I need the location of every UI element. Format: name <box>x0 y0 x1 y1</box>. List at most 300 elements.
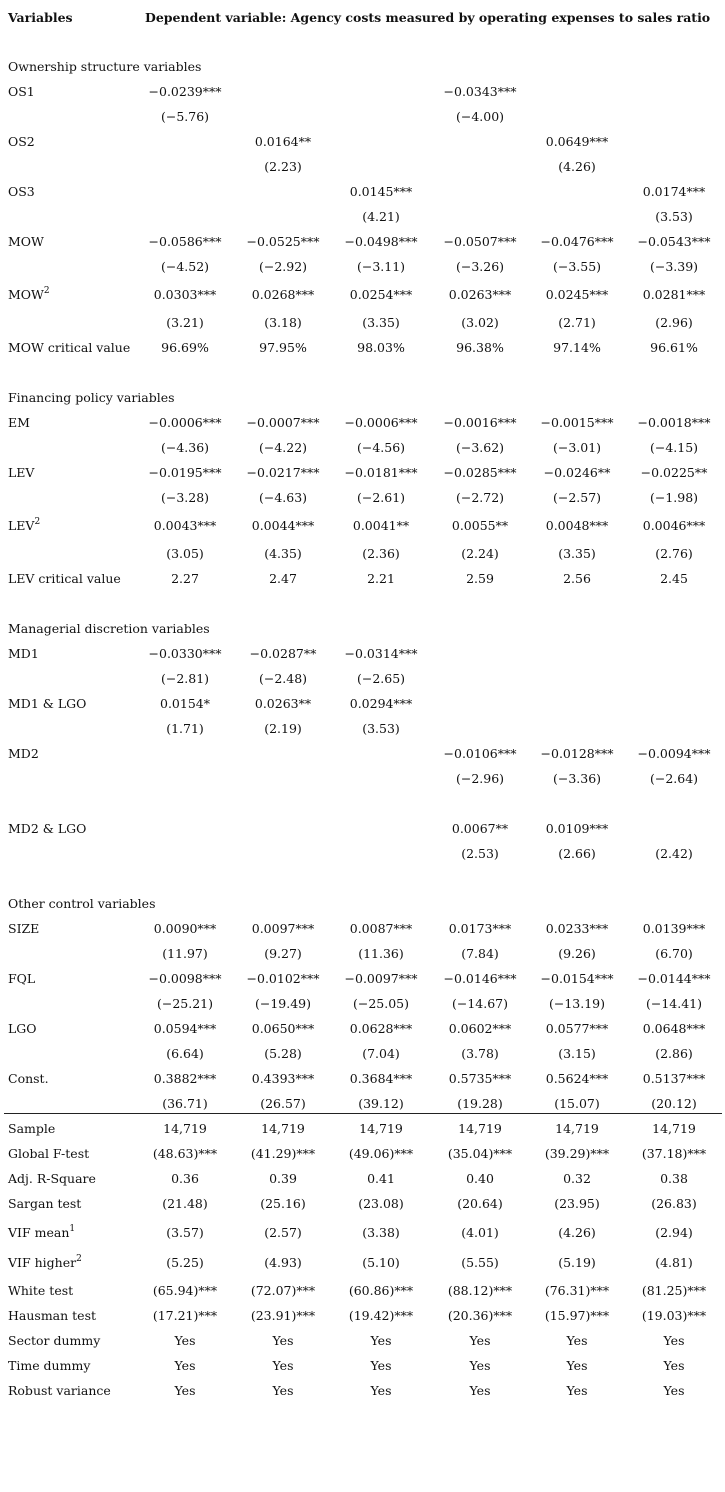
row-label-text: MD2 & LGO <box>8 821 87 836</box>
section-title-other <box>0 891 725 916</box>
coefficient-cell: −0.0154*** <box>540 971 614 986</box>
coefficient-cell: 0.5624*** <box>545 1071 609 1086</box>
stats-row <box>0 1353 725 1378</box>
coefficient-cell: 2.21 <box>367 571 395 586</box>
t-stat-cell: (39.12) <box>358 1096 404 1111</box>
coefficient-cell: 0.0650*** <box>251 1021 315 1036</box>
table-row <box>0 335 725 360</box>
table-row <box>0 229 725 254</box>
coefficient-cell: −0.0476*** <box>540 234 614 249</box>
coefficient-cell: 0.0245*** <box>545 287 609 302</box>
coefficient-cell: 2.59 <box>466 571 494 586</box>
table-row <box>0 641 725 666</box>
coefficient-cell: −0.0007*** <box>246 415 320 430</box>
coefficient-cell: −0.0146*** <box>443 971 517 986</box>
table-row <box>0 513 725 538</box>
t-stat-cell: (−2.81) <box>160 671 210 686</box>
t-stat-cell: (−14.67) <box>451 996 508 1011</box>
coefficient-cell: 0.3684*** <box>349 1071 413 1086</box>
coefficient-cell: 0.0649*** <box>545 134 609 149</box>
t-stat-cell: (11.36) <box>358 946 404 961</box>
coefficient-cell: 0.0263*** <box>448 287 512 302</box>
table-row <box>0 841 725 866</box>
stats-row <box>0 1278 725 1303</box>
statistic-cell: (5.55) <box>461 1255 499 1270</box>
t-stat-cell: (2.24) <box>461 546 499 561</box>
row-label <box>8 691 86 716</box>
statistic-cell: (5.25) <box>166 1255 204 1270</box>
coefficient-cell: −0.0181*** <box>344 465 418 480</box>
coefficient-cell: −0.0246** <box>543 465 611 480</box>
coefficient-cell: 0.0303*** <box>153 287 217 302</box>
statistic-cell: Yes <box>272 1333 294 1348</box>
t-stat-cell: (−25.21) <box>156 996 213 1011</box>
t-stat-cell: (7.04) <box>362 1046 400 1061</box>
row-label <box>8 566 121 591</box>
t-stat-cell: (2.53) <box>461 846 499 861</box>
coefficient-cell: 97.14% <box>553 340 601 355</box>
table-row <box>0 1041 725 1066</box>
table-row <box>0 1066 725 1091</box>
table-row <box>0 816 725 841</box>
row-label <box>8 741 39 766</box>
row-label-text: LEV <box>8 518 35 533</box>
t-stat-cell: (2.23) <box>264 159 302 174</box>
row-label <box>8 1066 49 1091</box>
table-row <box>0 1016 725 1041</box>
t-stat-cell: (−2.92) <box>258 259 308 274</box>
coefficient-cell: −0.0498*** <box>344 234 418 249</box>
row-label <box>8 1303 96 1328</box>
statistic-cell: (26.83) <box>651 1196 697 1211</box>
row-label <box>8 966 35 991</box>
coefficient-cell: −0.0015*** <box>540 415 614 430</box>
row-label-text: OS2 <box>8 134 35 149</box>
statistic-cell: (17.21)*** <box>152 1308 218 1323</box>
row-label <box>8 1250 82 1275</box>
coefficient-cell: 0.0577*** <box>545 1021 609 1036</box>
row-label-text: SIZE <box>8 921 40 936</box>
t-stat-cell: (3.15) <box>558 1046 596 1061</box>
coefficient-cell: 0.0048*** <box>545 518 609 533</box>
t-stat-cell: (−19.49) <box>254 996 311 1011</box>
t-stat-cell: (−5.76) <box>160 109 210 124</box>
statistic-cell: (19.42)*** <box>348 1308 414 1323</box>
coefficient-cell: −0.0144*** <box>637 971 711 986</box>
coefficient-cell: 0.0154* <box>160 696 210 711</box>
row-label-text: MOW <box>8 287 44 302</box>
coefficient-cell: 0.0268*** <box>251 287 315 302</box>
coefficient-cell: −0.0586*** <box>148 234 222 249</box>
row-label <box>8 1278 73 1303</box>
section-title-managerial <box>0 616 725 641</box>
table-row <box>0 154 725 179</box>
statistic-cell: (72.07)*** <box>250 1283 316 1298</box>
t-stat-cell: (3.21) <box>166 315 204 330</box>
statistic-cell: Yes <box>566 1383 588 1398</box>
row-label-text: OS1 <box>8 84 35 99</box>
statistic-cell: (88.12)*** <box>447 1283 513 1298</box>
statistic-cell: 0.39 <box>269 1171 297 1186</box>
row-label <box>8 1016 37 1041</box>
row-label <box>8 513 40 538</box>
t-stat-cell: (19.28) <box>457 1096 503 1111</box>
table-row <box>0 541 725 566</box>
statistic-cell: (3.57) <box>166 1225 204 1240</box>
t-stat-cell: (2.66) <box>558 846 596 861</box>
stats-row <box>0 1378 725 1403</box>
row-label <box>8 1191 81 1216</box>
table-row <box>0 666 725 691</box>
coefficient-cell: 98.03% <box>357 340 405 355</box>
row-label <box>8 282 50 307</box>
t-stat-cell: (−3.28) <box>160 490 210 505</box>
statistic-cell: 0.38 <box>660 1171 688 1186</box>
statistic-cell: 0.40 <box>466 1171 494 1186</box>
row-label <box>8 1378 111 1403</box>
row-label-text: White test <box>8 1283 74 1298</box>
t-stat-cell: (4.35) <box>264 546 302 561</box>
statistic-cell: Yes <box>370 1333 392 1348</box>
row-label-text: LEV critical value <box>8 571 121 586</box>
t-stat-cell: (2.76) <box>655 546 693 561</box>
coefficient-cell: 0.0173*** <box>448 921 512 936</box>
table-row <box>0 485 725 510</box>
t-stat-cell: (3.53) <box>655 209 693 224</box>
t-stat-cell: (2.96) <box>655 315 693 330</box>
t-stat-cell: (26.57) <box>260 1096 306 1111</box>
statistic-cell: Yes <box>174 1358 196 1373</box>
stats-row <box>0 1166 725 1191</box>
row-label <box>8 335 130 360</box>
variables-header: Variables <box>8 10 73 25</box>
statistic-cell: (81.25)*** <box>641 1283 707 1298</box>
coefficient-cell: 0.0164** <box>254 134 312 149</box>
table-row <box>0 254 725 279</box>
t-stat-cell: (−4.56) <box>356 440 406 455</box>
statistic-cell: (4.01) <box>461 1225 499 1240</box>
statistic-cell: 0.32 <box>563 1171 591 1186</box>
statistic-cell: Yes <box>469 1358 491 1373</box>
coefficient-cell: 0.3882*** <box>153 1071 217 1086</box>
row-label-text: Sargan test <box>8 1196 82 1211</box>
statistic-cell: (76.31)*** <box>544 1283 610 1298</box>
t-stat-cell: (5.28) <box>264 1046 302 1061</box>
t-stat-cell: (3.05) <box>166 546 204 561</box>
table-row <box>0 204 725 229</box>
coefficient-cell: −0.0287** <box>249 646 317 661</box>
coefficient-cell: 0.0602*** <box>448 1021 512 1036</box>
coefficient-cell: 96.61% <box>650 340 698 355</box>
statistic-cell: Yes <box>370 1358 392 1373</box>
table-row <box>0 716 725 741</box>
row-label-text: MD2 <box>8 746 39 761</box>
row-label-superscript: 1 <box>69 1224 76 1234</box>
coefficient-cell: 0.0263** <box>254 696 312 711</box>
statistic-cell: (60.86)*** <box>348 1283 414 1298</box>
coefficient-cell: 0.0055** <box>451 518 509 533</box>
statistic-cell: Yes <box>663 1333 685 1348</box>
coefficient-cell: −0.0343*** <box>443 84 517 99</box>
table-divider <box>4 1113 722 1114</box>
statistic-cell: 0.36 <box>171 1171 199 1186</box>
statistic-cell: (15.97)*** <box>544 1308 610 1323</box>
coefficient-cell: 0.0648*** <box>642 1021 706 1036</box>
statistic-cell: (2.94) <box>655 1225 693 1240</box>
statistic-cell: Yes <box>663 1383 685 1398</box>
t-stat-cell: (3.35) <box>362 315 400 330</box>
coefficient-cell: −0.0128*** <box>540 746 614 761</box>
section-title-ownership <box>0 54 725 79</box>
coefficient-cell: 96.69% <box>161 340 209 355</box>
table-row <box>0 916 725 941</box>
table-row <box>0 410 725 435</box>
row-label-superscript: 2 <box>43 286 50 296</box>
statistic-cell: (5.10) <box>362 1255 400 1270</box>
row-label-text: Sector dummy <box>8 1333 101 1348</box>
coefficient-cell: −0.0106*** <box>443 746 517 761</box>
coefficient-cell: −0.0507*** <box>443 234 517 249</box>
t-stat-cell: (−25.05) <box>352 996 409 1011</box>
coefficient-cell: −0.0239*** <box>148 84 222 99</box>
statistic-cell: (4.81) <box>655 1255 693 1270</box>
row-label <box>8 410 30 435</box>
statistic-cell: Yes <box>272 1383 294 1398</box>
t-stat-cell: (−2.65) <box>356 671 406 686</box>
row-label <box>8 229 44 254</box>
coefficient-cell: −0.0018*** <box>637 415 711 430</box>
statistic-cell: (49.06)*** <box>348 1146 414 1161</box>
row-label-text: VIF mean <box>8 1225 70 1240</box>
row-label-text: EM <box>8 415 30 430</box>
statistic-cell: (23.95) <box>554 1196 600 1211</box>
t-stat-cell: (−3.26) <box>455 259 505 274</box>
statistic-cell: Yes <box>469 1383 491 1398</box>
t-stat-cell: (−3.62) <box>455 440 505 455</box>
coefficient-cell: −0.0195*** <box>148 465 222 480</box>
row-label-text: Adj. R-Square <box>8 1171 96 1186</box>
coefficient-cell: −0.0314*** <box>344 646 418 661</box>
table-row <box>0 179 725 204</box>
t-stat-cell: (3.78) <box>461 1046 499 1061</box>
section-label: Ownership structure variables <box>8 59 202 74</box>
coefficient-cell: −0.0006*** <box>344 415 418 430</box>
t-stat-cell: (−2.61) <box>356 490 406 505</box>
table-row <box>0 741 725 766</box>
coefficient-cell: −0.0330*** <box>148 646 222 661</box>
statistic-cell: Yes <box>174 1333 196 1348</box>
table-row <box>0 310 725 335</box>
coefficient-cell: 0.0233*** <box>545 921 609 936</box>
statistic-cell: (19.03)*** <box>641 1308 707 1323</box>
row-label <box>8 816 86 841</box>
coefficient-cell: 2.47 <box>269 571 297 586</box>
t-stat-cell: (−4.15) <box>649 440 699 455</box>
row-label <box>8 79 35 104</box>
coefficient-cell: 0.0041** <box>352 518 410 533</box>
t-stat-cell: (3.02) <box>461 315 499 330</box>
stats-row <box>0 1191 725 1216</box>
t-stat-cell: (−3.11) <box>356 259 406 274</box>
table-row <box>0 79 725 104</box>
row-label <box>8 1328 100 1353</box>
coefficient-cell: −0.0217*** <box>246 465 320 480</box>
row-label-superscript: 2 <box>76 1254 82 1264</box>
t-stat-cell: (−4.36) <box>160 440 210 455</box>
table-row <box>0 129 725 154</box>
t-stat-cell: (−3.55) <box>552 259 602 274</box>
statistic-cell: 14,719 <box>359 1121 403 1136</box>
coefficient-cell: 0.0174*** <box>642 184 706 199</box>
t-stat-cell: (7.84) <box>461 946 499 961</box>
section-label: Managerial discretion variables <box>8 621 210 636</box>
section-title-financing <box>0 385 725 410</box>
coefficient-cell: 0.0067** <box>451 821 509 836</box>
statistic-cell: Yes <box>370 1383 392 1398</box>
table-row <box>0 435 725 460</box>
table-row <box>0 991 725 1016</box>
t-stat-cell: (2.42) <box>655 846 693 861</box>
t-stat-cell: (3.18) <box>264 315 302 330</box>
t-stat-cell: (−2.64) <box>649 771 699 786</box>
statistic-cell: (23.91)*** <box>250 1308 316 1323</box>
row-label-text: Hausman test <box>8 1308 97 1323</box>
statistic-cell: (5.19) <box>558 1255 596 1270</box>
row-label <box>8 641 39 666</box>
stats-row <box>0 1328 725 1353</box>
coefficient-cell: 0.0109*** <box>545 821 609 836</box>
row-label-text: Robust variance <box>8 1383 111 1398</box>
coefficient-cell: −0.0102*** <box>246 971 320 986</box>
coefficient-cell: 96.38% <box>456 340 504 355</box>
statistic-cell: (41.29)*** <box>250 1146 316 1161</box>
statistic-cell: (20.64) <box>457 1196 503 1211</box>
table-row <box>0 460 725 485</box>
statistic-cell: 14,719 <box>652 1121 696 1136</box>
statistic-cell: Yes <box>566 1358 588 1373</box>
statistic-cell: (37.18)*** <box>641 1146 707 1161</box>
statistic-cell: Yes <box>469 1333 491 1348</box>
row-label-text: Const. <box>8 1071 49 1086</box>
table-row <box>0 691 725 716</box>
statistic-cell: 14,719 <box>555 1121 599 1136</box>
stats-row <box>0 1250 725 1275</box>
t-stat-cell: (2.19) <box>264 721 302 736</box>
stats-row <box>0 1220 725 1245</box>
t-stat-cell: (36.71) <box>162 1096 208 1111</box>
t-stat-cell: (3.53) <box>362 721 400 736</box>
coefficient-cell: −0.0016*** <box>443 415 517 430</box>
table-row <box>0 766 725 791</box>
row-label-text: Global F-test <box>8 1146 90 1161</box>
table-row <box>0 941 725 966</box>
t-stat-cell: (−13.19) <box>548 996 605 1011</box>
coefficient-cell: 0.0044*** <box>251 518 315 533</box>
statistic-cell: (20.36)*** <box>447 1308 513 1323</box>
t-stat-cell: (−1.98) <box>649 490 699 505</box>
t-stat-cell: (11.97) <box>162 946 208 961</box>
t-stat-cell: (2.86) <box>655 1046 693 1061</box>
row-label-text: MD1 & LGO <box>8 696 87 711</box>
row-label <box>8 179 35 204</box>
table-row <box>0 566 725 591</box>
row-label-text: MOW critical value <box>8 340 131 355</box>
coefficient-cell: −0.0225** <box>640 465 708 480</box>
coefficient-cell: 0.0254*** <box>349 287 413 302</box>
t-stat-cell: (−2.57) <box>552 490 602 505</box>
t-stat-cell: (2.71) <box>558 315 596 330</box>
statistic-cell: 14,719 <box>163 1121 207 1136</box>
statistic-cell: 0.41 <box>367 1171 395 1186</box>
row-label <box>8 1353 90 1378</box>
statistic-cell: Yes <box>663 1358 685 1373</box>
stats-row <box>0 1116 725 1141</box>
coefficient-cell: 0.0097*** <box>251 921 315 936</box>
statistic-cell: (3.38) <box>362 1225 400 1240</box>
statistic-cell: Yes <box>174 1383 196 1398</box>
statistic-cell: (39.29)*** <box>544 1146 610 1161</box>
table-row <box>0 282 725 307</box>
t-stat-cell: (20.12) <box>651 1096 697 1111</box>
row-label <box>8 129 35 154</box>
row-label <box>8 1166 96 1191</box>
section-label: Other control variables <box>8 896 156 911</box>
t-stat-cell: (9.26) <box>558 946 596 961</box>
coefficient-cell: 0.0628*** <box>349 1021 413 1036</box>
coefficient-cell: 0.0087*** <box>349 921 413 936</box>
coefficient-cell: 2.56 <box>563 571 591 586</box>
coefficient-cell: −0.0525*** <box>246 234 320 249</box>
statistic-cell: 14,719 <box>458 1121 502 1136</box>
t-stat-cell: (−3.01) <box>552 440 602 455</box>
t-stat-cell: (15.07) <box>554 1096 600 1111</box>
statistic-cell: (2.57) <box>264 1225 302 1240</box>
dependent-variable-header: Dependent variable: Agency costs measured by operating expenses to sales ratio <box>145 10 711 25</box>
coefficient-cell: 2.27 <box>171 571 199 586</box>
t-stat-cell: (2.36) <box>362 546 400 561</box>
row-label <box>8 1220 75 1245</box>
coefficient-cell: 0.0139*** <box>642 921 706 936</box>
coefficient-cell: 0.0294*** <box>349 696 413 711</box>
row-label-text: MD1 <box>8 646 39 661</box>
row-label <box>8 1141 89 1166</box>
coefficient-cell: 97.95% <box>259 340 307 355</box>
stats-row <box>0 1303 725 1328</box>
statistic-cell: (21.48) <box>162 1196 208 1211</box>
coefficient-cell: 0.0281*** <box>642 287 706 302</box>
t-stat-cell: (4.21) <box>362 209 400 224</box>
coefficient-cell: 0.0145*** <box>349 184 413 199</box>
t-stat-cell: (−4.00) <box>455 109 505 124</box>
coefficient-cell: −0.0098*** <box>148 971 222 986</box>
row-label-text: FQL <box>8 971 36 986</box>
table-row <box>0 966 725 991</box>
row-label-text: MOW <box>8 234 44 249</box>
coefficient-cell: −0.0285*** <box>443 465 517 480</box>
t-stat-cell: (−4.52) <box>160 259 210 274</box>
coefficient-cell: 0.0594*** <box>153 1021 217 1036</box>
statistic-cell: Yes <box>566 1333 588 1348</box>
t-stat-cell: (3.35) <box>558 546 596 561</box>
statistic-cell: (25.16) <box>260 1196 306 1211</box>
coefficient-cell: 0.0090*** <box>153 921 217 936</box>
coefficient-cell: 0.0043*** <box>153 518 217 533</box>
t-stat-cell: (−4.63) <box>258 490 308 505</box>
t-stat-cell: (4.26) <box>558 159 596 174</box>
t-stat-cell: (−3.36) <box>552 771 602 786</box>
t-stat-cell: (6.64) <box>166 1046 204 1061</box>
row-label-superscript: 2 <box>34 517 41 527</box>
